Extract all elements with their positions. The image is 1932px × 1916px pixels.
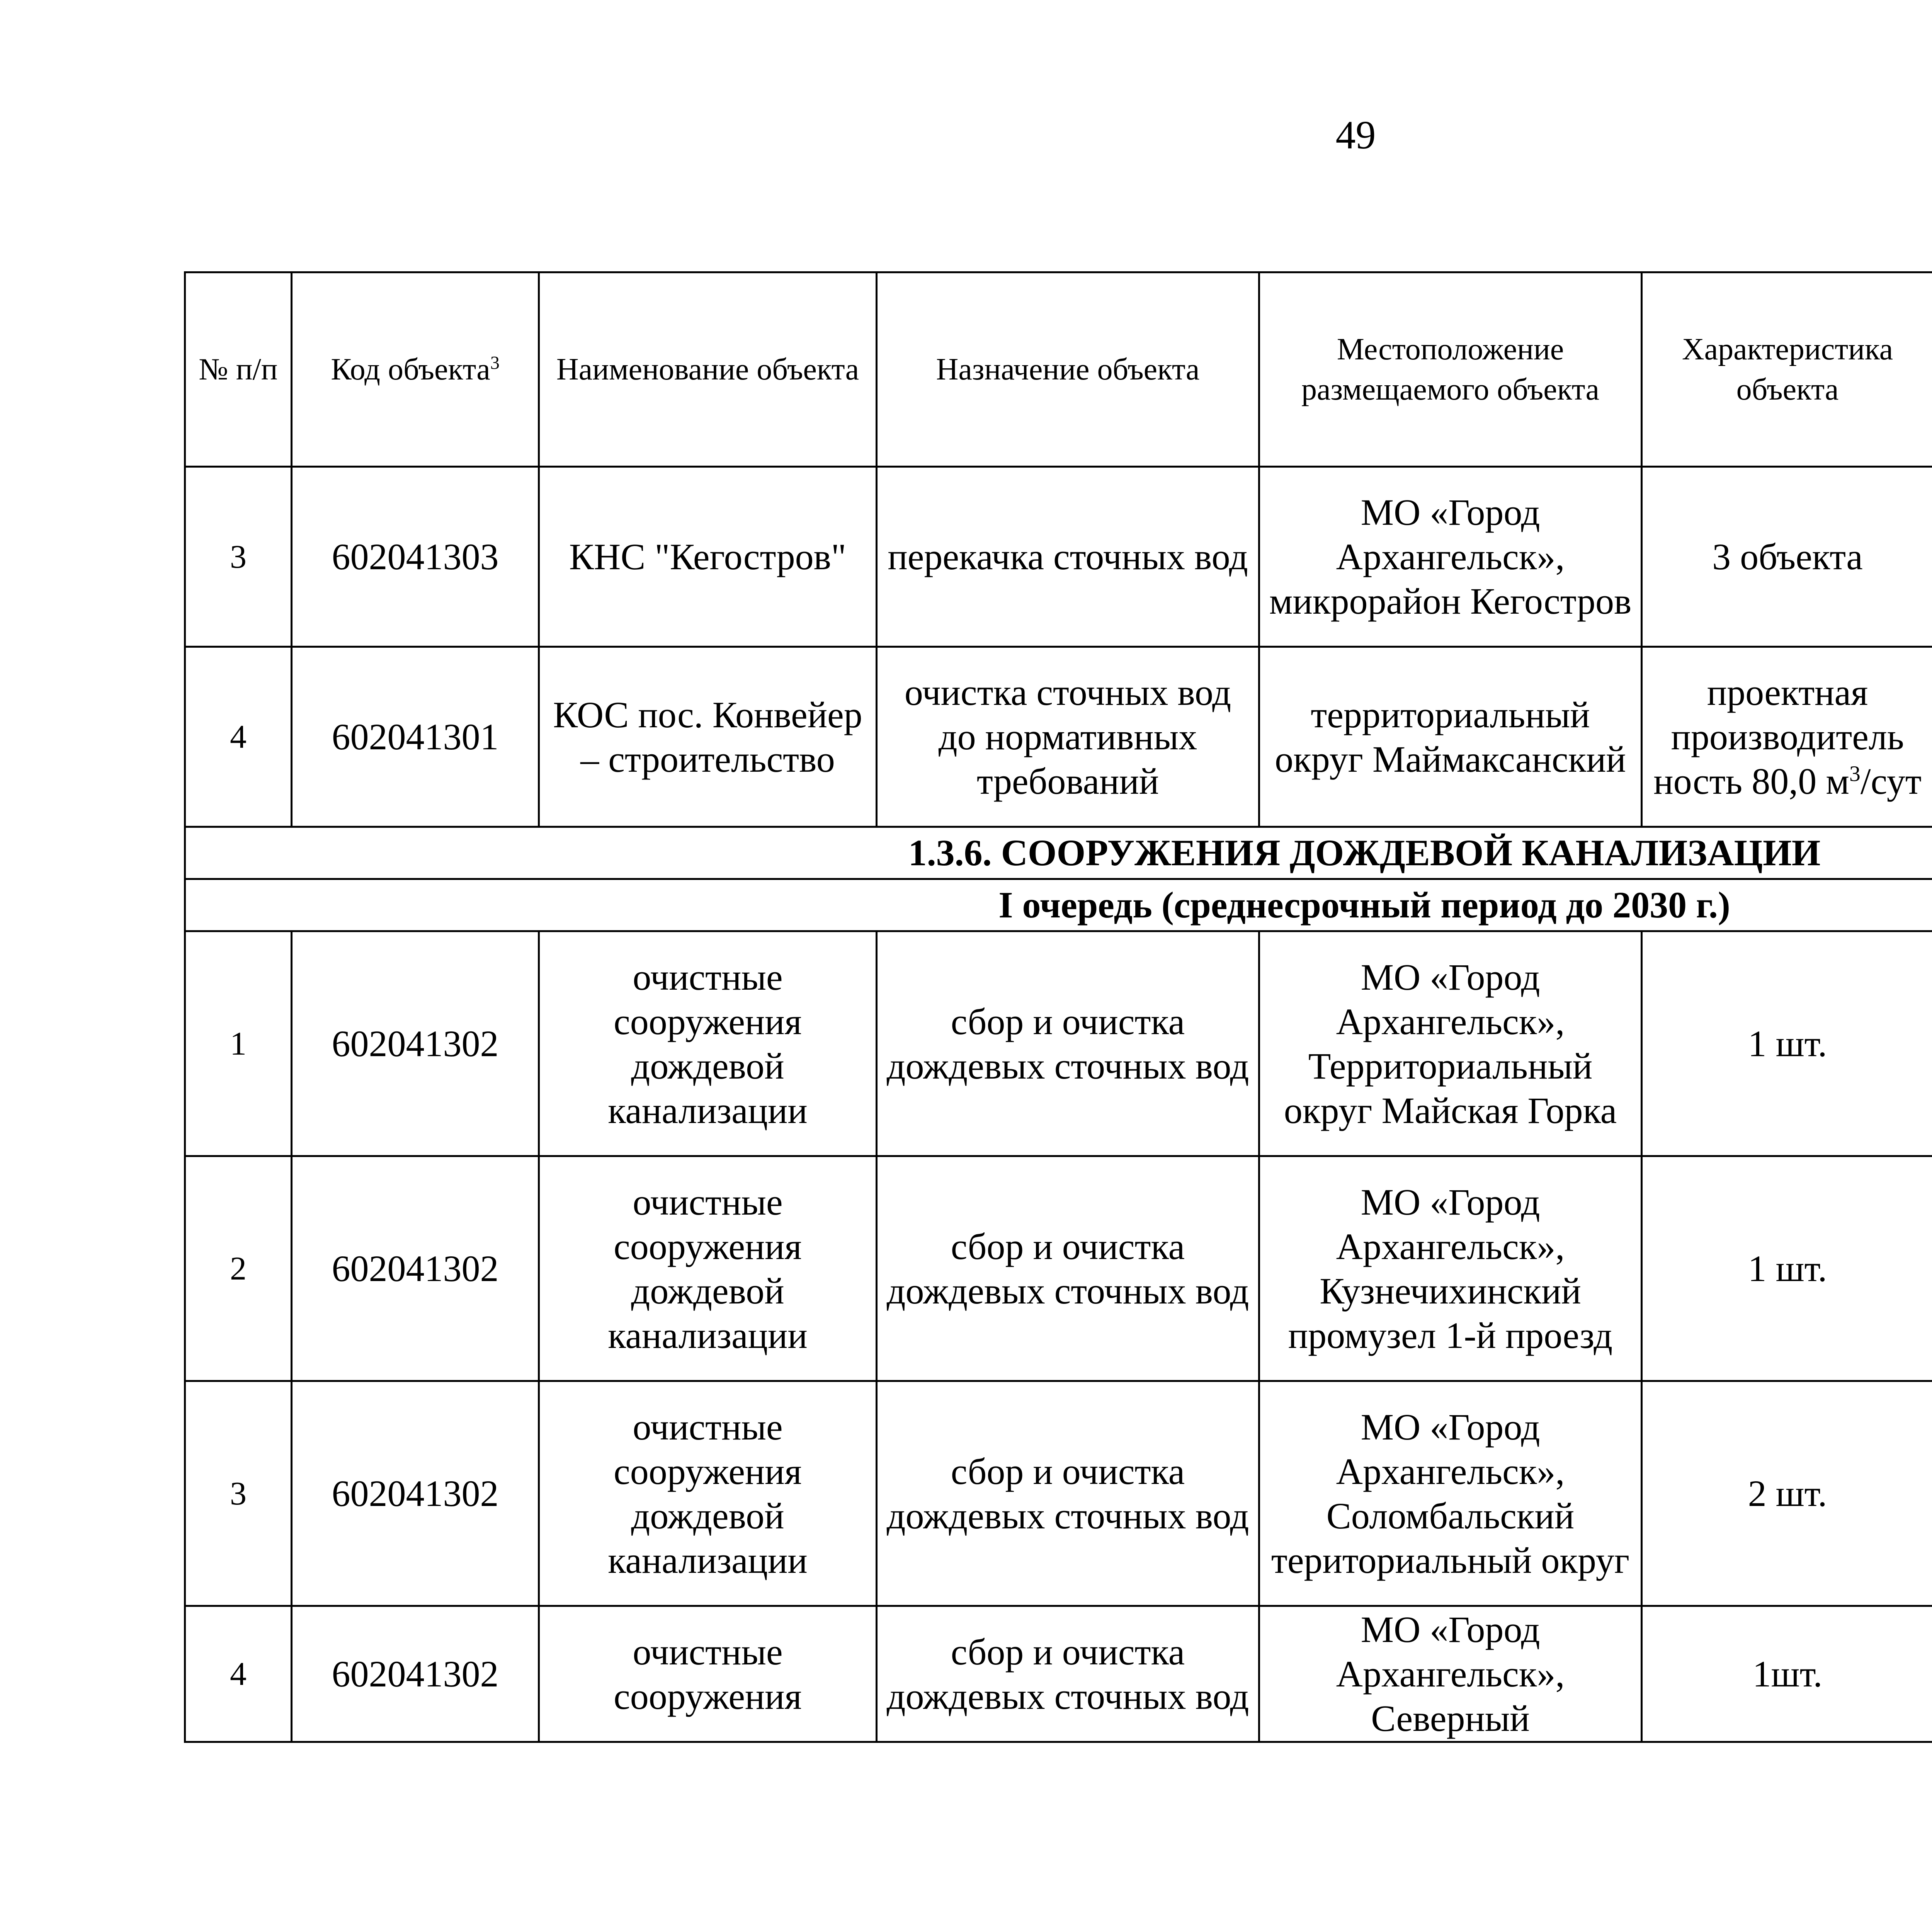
row-num: 1 <box>185 931 292 1156</box>
row-purpose: сбор и очистка дождевых сточных вод <box>877 1156 1259 1381</box>
row-num: 2 <box>185 1156 292 1381</box>
subsection-title: I очередь (среднесрочный период до 2030 г.) <box>185 879 1932 931</box>
row-location: МО «Город Архангельск», Северный <box>1259 1606 1642 1742</box>
row-characteristic: 3 объекта <box>1642 467 1932 647</box>
row-code: 602041302 <box>292 1381 539 1606</box>
row-characteristic-unit: /сут <box>1860 761 1922 802</box>
table-row <box>185 1606 1932 1742</box>
section-row <box>185 827 1932 879</box>
row-location: территориальный округ Маймаксанский <box>1259 647 1642 827</box>
row-num: 4 <box>185 1606 292 1742</box>
row-location: МО «Город Архангельск», Соломбальский териториальный округ <box>1259 1381 1642 1606</box>
header-characteristic: Характеристика объекта <box>1642 272 1932 467</box>
row-location: МО «Город Архангельск», Кузнечихинский промузел 1-й проезд <box>1259 1156 1642 1381</box>
objects-table <box>184 271 1932 1743</box>
row-num: 4 <box>185 647 292 827</box>
row-code: 602041303 <box>292 467 539 647</box>
row-characteristic-text: проектная производитель ность 80,0 м <box>1653 672 1904 802</box>
row-purpose: очистка сточных вод до нормативных требований <box>877 647 1259 827</box>
row-purpose: сбор и очистка дождевых сточных вод <box>877 1381 1259 1606</box>
header-num: № п/п <box>185 272 292 467</box>
row-code: 602041302 <box>292 931 539 1156</box>
row-characteristic <box>1642 647 1932 827</box>
header-purpose: Назначение объекта <box>877 272 1259 467</box>
header-code <box>292 272 539 467</box>
table-row <box>185 931 1932 1156</box>
row-purpose: сбор и очистка дождевых сточных вод <box>877 1606 1259 1742</box>
header-name: Наименование объекта <box>539 272 877 467</box>
row-purpose: сбор и очистка дождевых сточных вод <box>877 931 1259 1156</box>
row-characteristic-sup: 3 <box>1849 762 1861 786</box>
table-row <box>185 467 1932 647</box>
header-row <box>185 272 1932 467</box>
row-name: очистные сооружения дождевой канализации <box>539 1156 877 1381</box>
table-row <box>185 647 1932 827</box>
row-num: 3 <box>185 467 292 647</box>
row-code: 602041302 <box>292 1156 539 1381</box>
row-purpose: перекачка сточных вод <box>877 467 1259 647</box>
row-name: очистные сооружения дождевой канализации <box>539 1381 877 1606</box>
row-name: очистные сооружения дождевой канализации <box>539 931 877 1156</box>
row-num: 3 <box>185 1381 292 1606</box>
row-name: КНС "Кегостров" <box>539 467 877 647</box>
page-number: 49 <box>1335 113 1376 157</box>
header-code-footnote: 3 <box>490 352 500 373</box>
row-code: 602041301 <box>292 647 539 827</box>
row-characteristic: 1шт. <box>1642 1606 1932 1742</box>
row-name: очистные сооружения <box>539 1606 877 1742</box>
section-title: 1.3.6. СООРУЖЕНИЯ ДОЖДЕВОЙ КАНАЛИЗАЦИИ <box>185 827 1932 879</box>
table-row <box>185 1156 1932 1381</box>
row-name: КОС пос. Конвейер – строительство <box>539 647 877 827</box>
subsection-row <box>185 879 1932 931</box>
row-characteristic: 1 шт. <box>1642 931 1932 1156</box>
header-location: Местоположение размещаемого объекта <box>1259 272 1642 467</box>
header-code-label: Код объекта <box>331 352 490 386</box>
row-characteristic: 2 шт. <box>1642 1381 1932 1606</box>
table-row <box>185 1381 1932 1606</box>
row-code: 602041302 <box>292 1606 539 1742</box>
row-characteristic: 1 шт. <box>1642 1156 1932 1381</box>
row-location: МО «Город Архангельск», Территориальный округ Майская Горка <box>1259 931 1642 1156</box>
row-location: МО «Город Архангельск», микрорайон Кегостров <box>1259 467 1642 647</box>
